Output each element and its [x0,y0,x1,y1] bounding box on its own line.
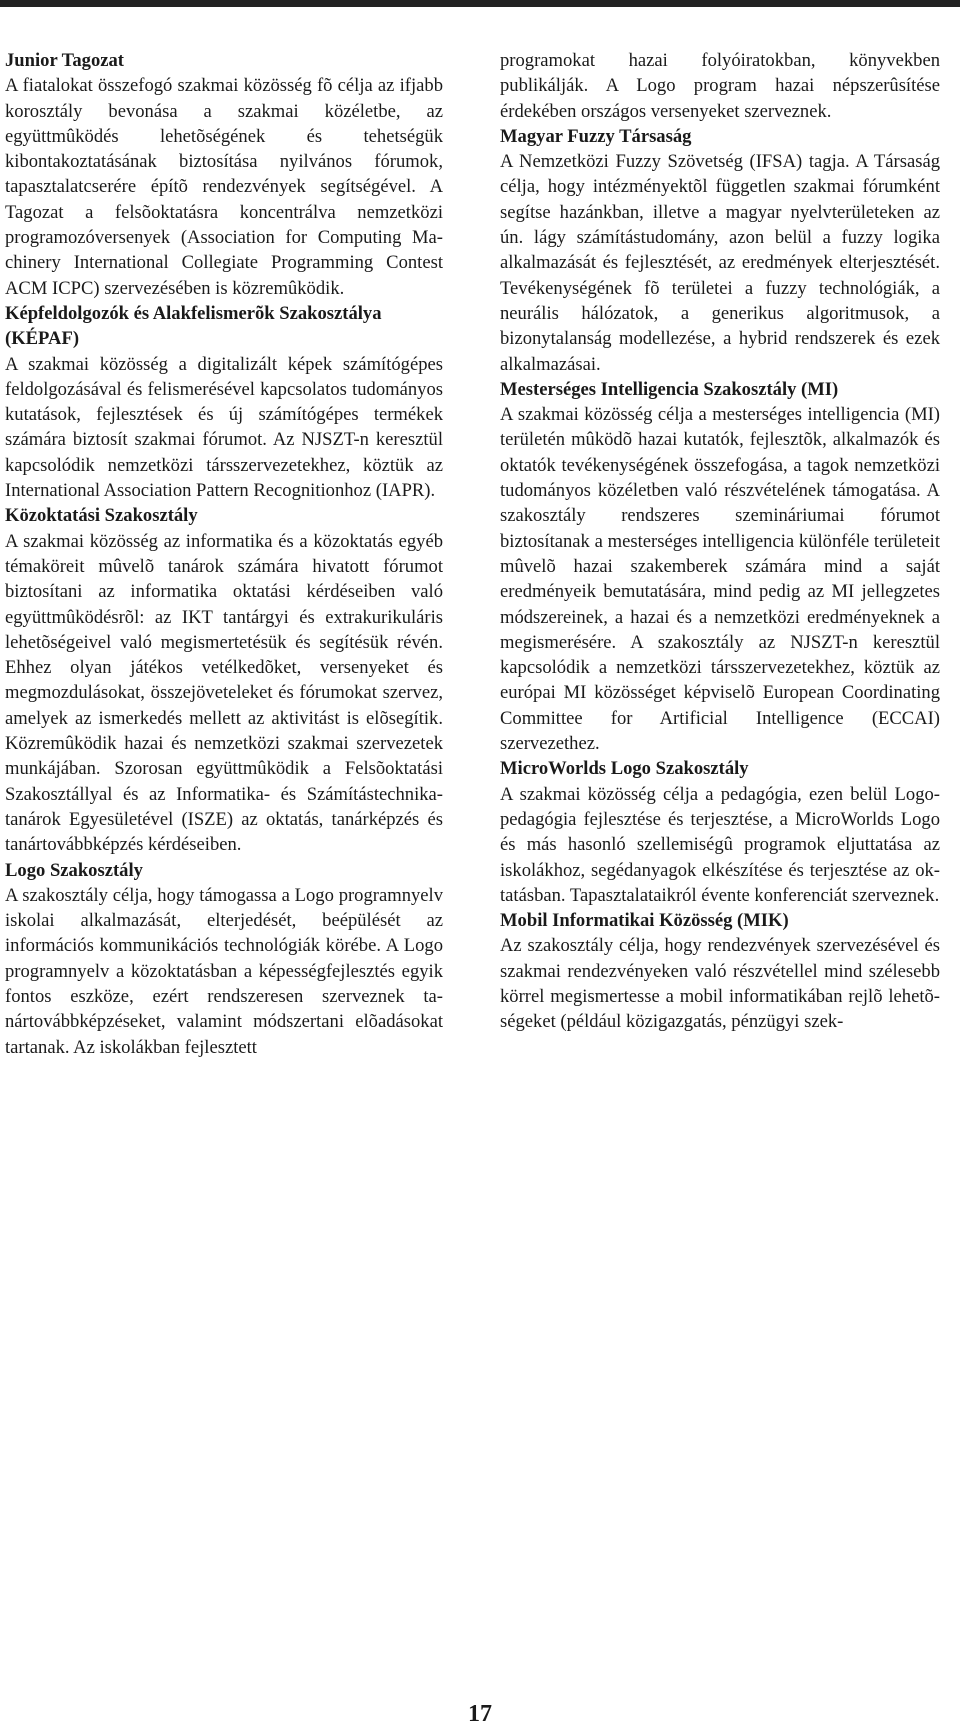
section-text-logo: A szakosztály célja, hogy támogassa a Logo programnyelv iskolai alkalmazását, elterjedését, beépülését az információs kommunikációs technológiák körébe. A Logo programnyelv a közoktatásban a képességfejlesztés egyik fontos eszköze, ezért rendszeresen szerveznek tanártovábbképzéseket, valamint módszertani elõadásokat tartanak. Az iskolákban fejlesztett [5,884,443,1058]
right-column [500,48,940,1035]
section-text-mi: A szakmai közösség célja a mesterséges intelligencia (MI) területén mûködõ hazai kutatók, fejlesztõk, alkalmazók és oktatók tevékenységének összefogása, a tagok nemzetközi tudományos közéletben való részvételének támogatása. A szakosztály rendszeres szemináriumai fórumot biztosítanak a mesterséges intelligencia különféle területeit mûvelõ hazai szakemberek számára mind a saját eredményeik bemutatására, mind pedig az MI jellegzetes módszereinek, a hazai és a nemzetközi eredményeknek a megismerésére. A szakosztály az NJSZT-n keresztül kapcsolódik a nemzetközi társszervezetekhez, köztük az európai MI közösséget képviselõ European Coordinating Committee for Artificial Intelligence (ECCAI) szervezethez. [500,404,940,755]
section-text-mik: Az szakosztály célja, hogy rendezvények szervezésével és szakmai rendezvényeken való részvétellel mind szélesebb körrel megismertesse a mobil informatikában rejlõ lehetõségeket (például közigazgatás, pénzügyi szek- [500,935,940,1033]
section-heading-junior: Junior Tagozat [5,50,124,71]
section-text-kepaf: A szakmai közösség a digitalizált képek számítógépes feldolgozásával és felismerésével kapcsolatos tudományos kutatások, fejlesztések és új számítógépes termékek számára biztosít szakmai fórumot. Az NJSZT-n keresztül kapcsolódik nemzetközi társszervezetekhez, köztük az International Association Pattern Recognitionhoz (IAPR). [5,353,443,502]
section-heading-kepaf: Képfeldolgozók és Alakfelismerõk Szakosztálya (KÉPAF) [5,302,382,350]
section-heading-fuzzy: Magyar Fuzzy Társaság [500,125,692,147]
section-text-logo-continued: programokat hazai folyóiratokban, könyvekben publikálják. A Logo program hazai népszerûsítése érdekében országos versenyeket szerveznek. [500,50,940,122]
left-column [5,48,443,1060]
section-text-fuzzy: A Nemzetközi Fuzzy Szövetség (IFSA) tagja. A Társaság célja, hogy intézményektõl független szakmai fórumként segítse hazánkban, illetve a magyar nyelvterületeken az ún. lágy számítástudomány, azon belül a fuzzy logika alkalmazását és fejlesztését, az eredmények elterjesztését. Tevékenységének fõ területei a fuzzy technológiák, a neurális hálózatok, a generikus algoritmusok, a bizonytalanság modellezése, a hybrid rendszerek és ezek alkalmazásai. [500,151,940,375]
page-number: 17 [468,1701,492,1727]
section-heading-mik: Mobil Informatikai Közösség (MIK) [500,910,789,932]
section-text-kozoktatasi: A szakmai közösség az informatika és a közoktatás egyéb témaköreit mûvelõ tanárok számára hivatott fórumot biztosítani az informatika oktatási kérdéseiben való együttmûködésrõl: az IKT tantárgyi és extrakurikuláris lehetõségeivel való megismertetésük és segítésük révén. Ehhez olyan játékos vetélkedõket, versenyeket és megmozdulásokat, összejöveteleket és fórumokat szervez, amelyek az ismerkedés mellett az aktivitást is elõsegítik. Közremûködik hazai és nemzetközi szakmai szervezetek munkájában. Szorosan együttmûködik a Felsõoktatási Szakosztállyal és az Informatika- és Számítástechnika-tanárok Egyesületével (ISZE) az oktatás, tanárképzés és tanártovábbképzés kérdéseiben. [5,530,443,856]
section-heading-logo: Logo Szakosztály [5,859,143,881]
section-heading-mi: Mesterséges Intelligencia Szakosztály (MI) [500,378,839,400]
section-heading-microworlds: MicroWorlds Logo Szakosztály [500,758,749,780]
section-heading-kozoktatasi: Közoktatási Szakosztály [5,505,198,527]
top-rule [0,0,960,7]
section-text-junior: A fiatalokat összefogó szakmai közösség fõ célja az ifjabb korosztály bevonása a szakmai közéletbe, az együttmûködés lehetõségének és tehetségük kibontakoztatásának biztosítása nyilvános fórumok, tapasztalatcserére építõ rendezvények segítségével. A Tagozat a felsõoktatásra koncentrálva nemzetközi programozóversenyek (Association for Computing Machinery International Collegiate Programming Contest ACM ICPC) szervezésében is közremûködik. [5,75,443,299]
section-text-microworlds: A szakmai közösség célja a pedagógia, ezen belül Logo-pedagógia fejlesztése és terjesztése, a MicroWorlds Logo és más hasonló szellemiségû programok eljuttatása az iskolákhoz, segédanyagok elkészítése és terjesztése az oktatásban. Tapasztalataikról évente konferenciát szerveznek. [500,783,940,906]
